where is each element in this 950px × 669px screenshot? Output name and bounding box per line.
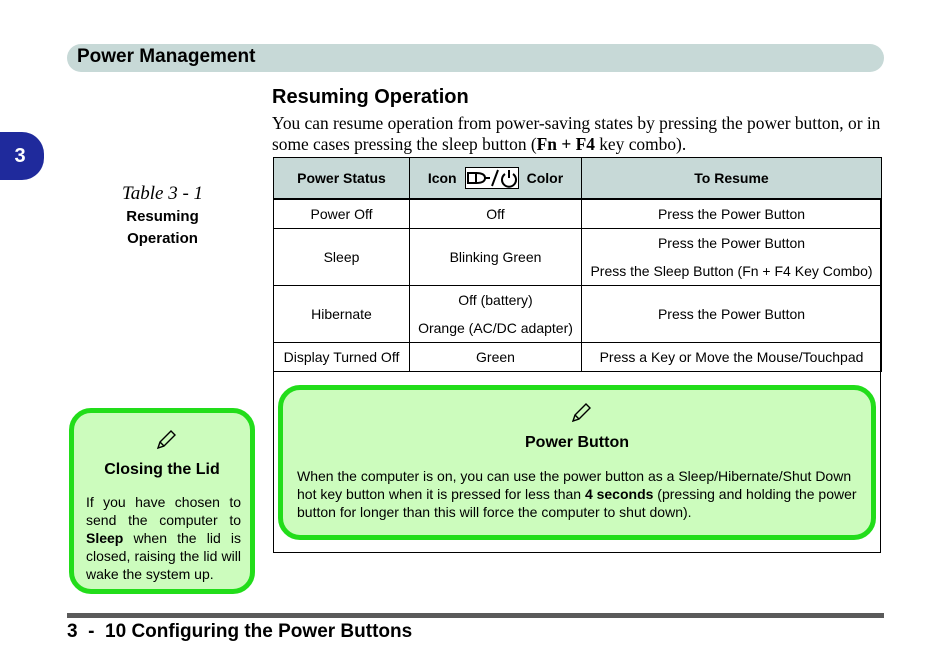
- cell-status: Sleep: [274, 229, 410, 286]
- power-button-note: [278, 385, 876, 540]
- cell-color: Green: [410, 343, 582, 372]
- closing-lid-note-title: Closing the Lid: [104, 461, 220, 478]
- header-power-status: Power Status: [274, 158, 410, 200]
- table-row: [274, 229, 882, 286]
- cell-color: Blinking Green: [410, 229, 582, 286]
- header-title: Power Management: [77, 46, 256, 67]
- table-caption: [90, 183, 235, 250]
- section-heading: Resuming Operation: [272, 86, 469, 108]
- footer-rule: [67, 613, 884, 618]
- cell-resume: Press the Power Button: [582, 286, 882, 343]
- pencil-icon: [155, 429, 177, 451]
- caption-label: Table 3 - 1: [121, 183, 204, 204]
- chapter-tab: 3: [0, 132, 44, 180]
- header-to-resume: To Resume: [582, 158, 882, 200]
- table-row: [274, 286, 882, 343]
- cell-status: Hibernate: [274, 286, 410, 343]
- power-button-note-body: When the computer is on, you can use the power button as a Sleep/Hibernate/Shut Down hot key button when it is pressed for less than 4 seconds (pressing and holding the power button for longer than this will force the computer to shut down).: [297, 468, 857, 520]
- pencil-icon: [570, 402, 592, 424]
- intro-paragraph: You can resume operation from power-saving states by pressing the power button, or in some cases pressing the sleep button (Fn + F4 key combo).: [272, 113, 881, 154]
- footer-title: Configuring the Power Buttons: [131, 621, 413, 642]
- closing-lid-note-body: If you have chosen to send the computer to Sleep when the lid is closed, raising the lid will wake the system up.: [86, 494, 241, 582]
- header-bar: [67, 44, 884, 72]
- caption-title: Resuming Operation: [126, 208, 199, 247]
- cell-color: Off: [410, 199, 582, 229]
- cell-resume: Press the Power Button: [582, 199, 882, 229]
- power-indicator-icon: [465, 167, 519, 189]
- page-number: 3 - 10: [67, 621, 127, 642]
- table-row: [274, 199, 882, 229]
- closing-lid-note: [69, 408, 255, 594]
- resume-table: [273, 157, 882, 372]
- header-icon-color: Icon Color: [410, 158, 582, 200]
- power-button-note-title: Power Button: [525, 434, 629, 451]
- footer: [67, 621, 412, 643]
- key-combo: Fn + F4: [536, 134, 595, 154]
- cell-resume: Press the Power Button Press the Sleep Button (Fn + F4 Key Combo): [582, 229, 882, 286]
- table-row: [274, 343, 882, 372]
- cell-status: Power Off: [274, 199, 410, 229]
- cell-color: Off (battery) Orange (AC/DC adapter): [410, 286, 582, 343]
- cell-status: Display Turned Off: [274, 343, 410, 372]
- cell-resume: Press a Key or Move the Mouse/Touchpad: [582, 343, 882, 372]
